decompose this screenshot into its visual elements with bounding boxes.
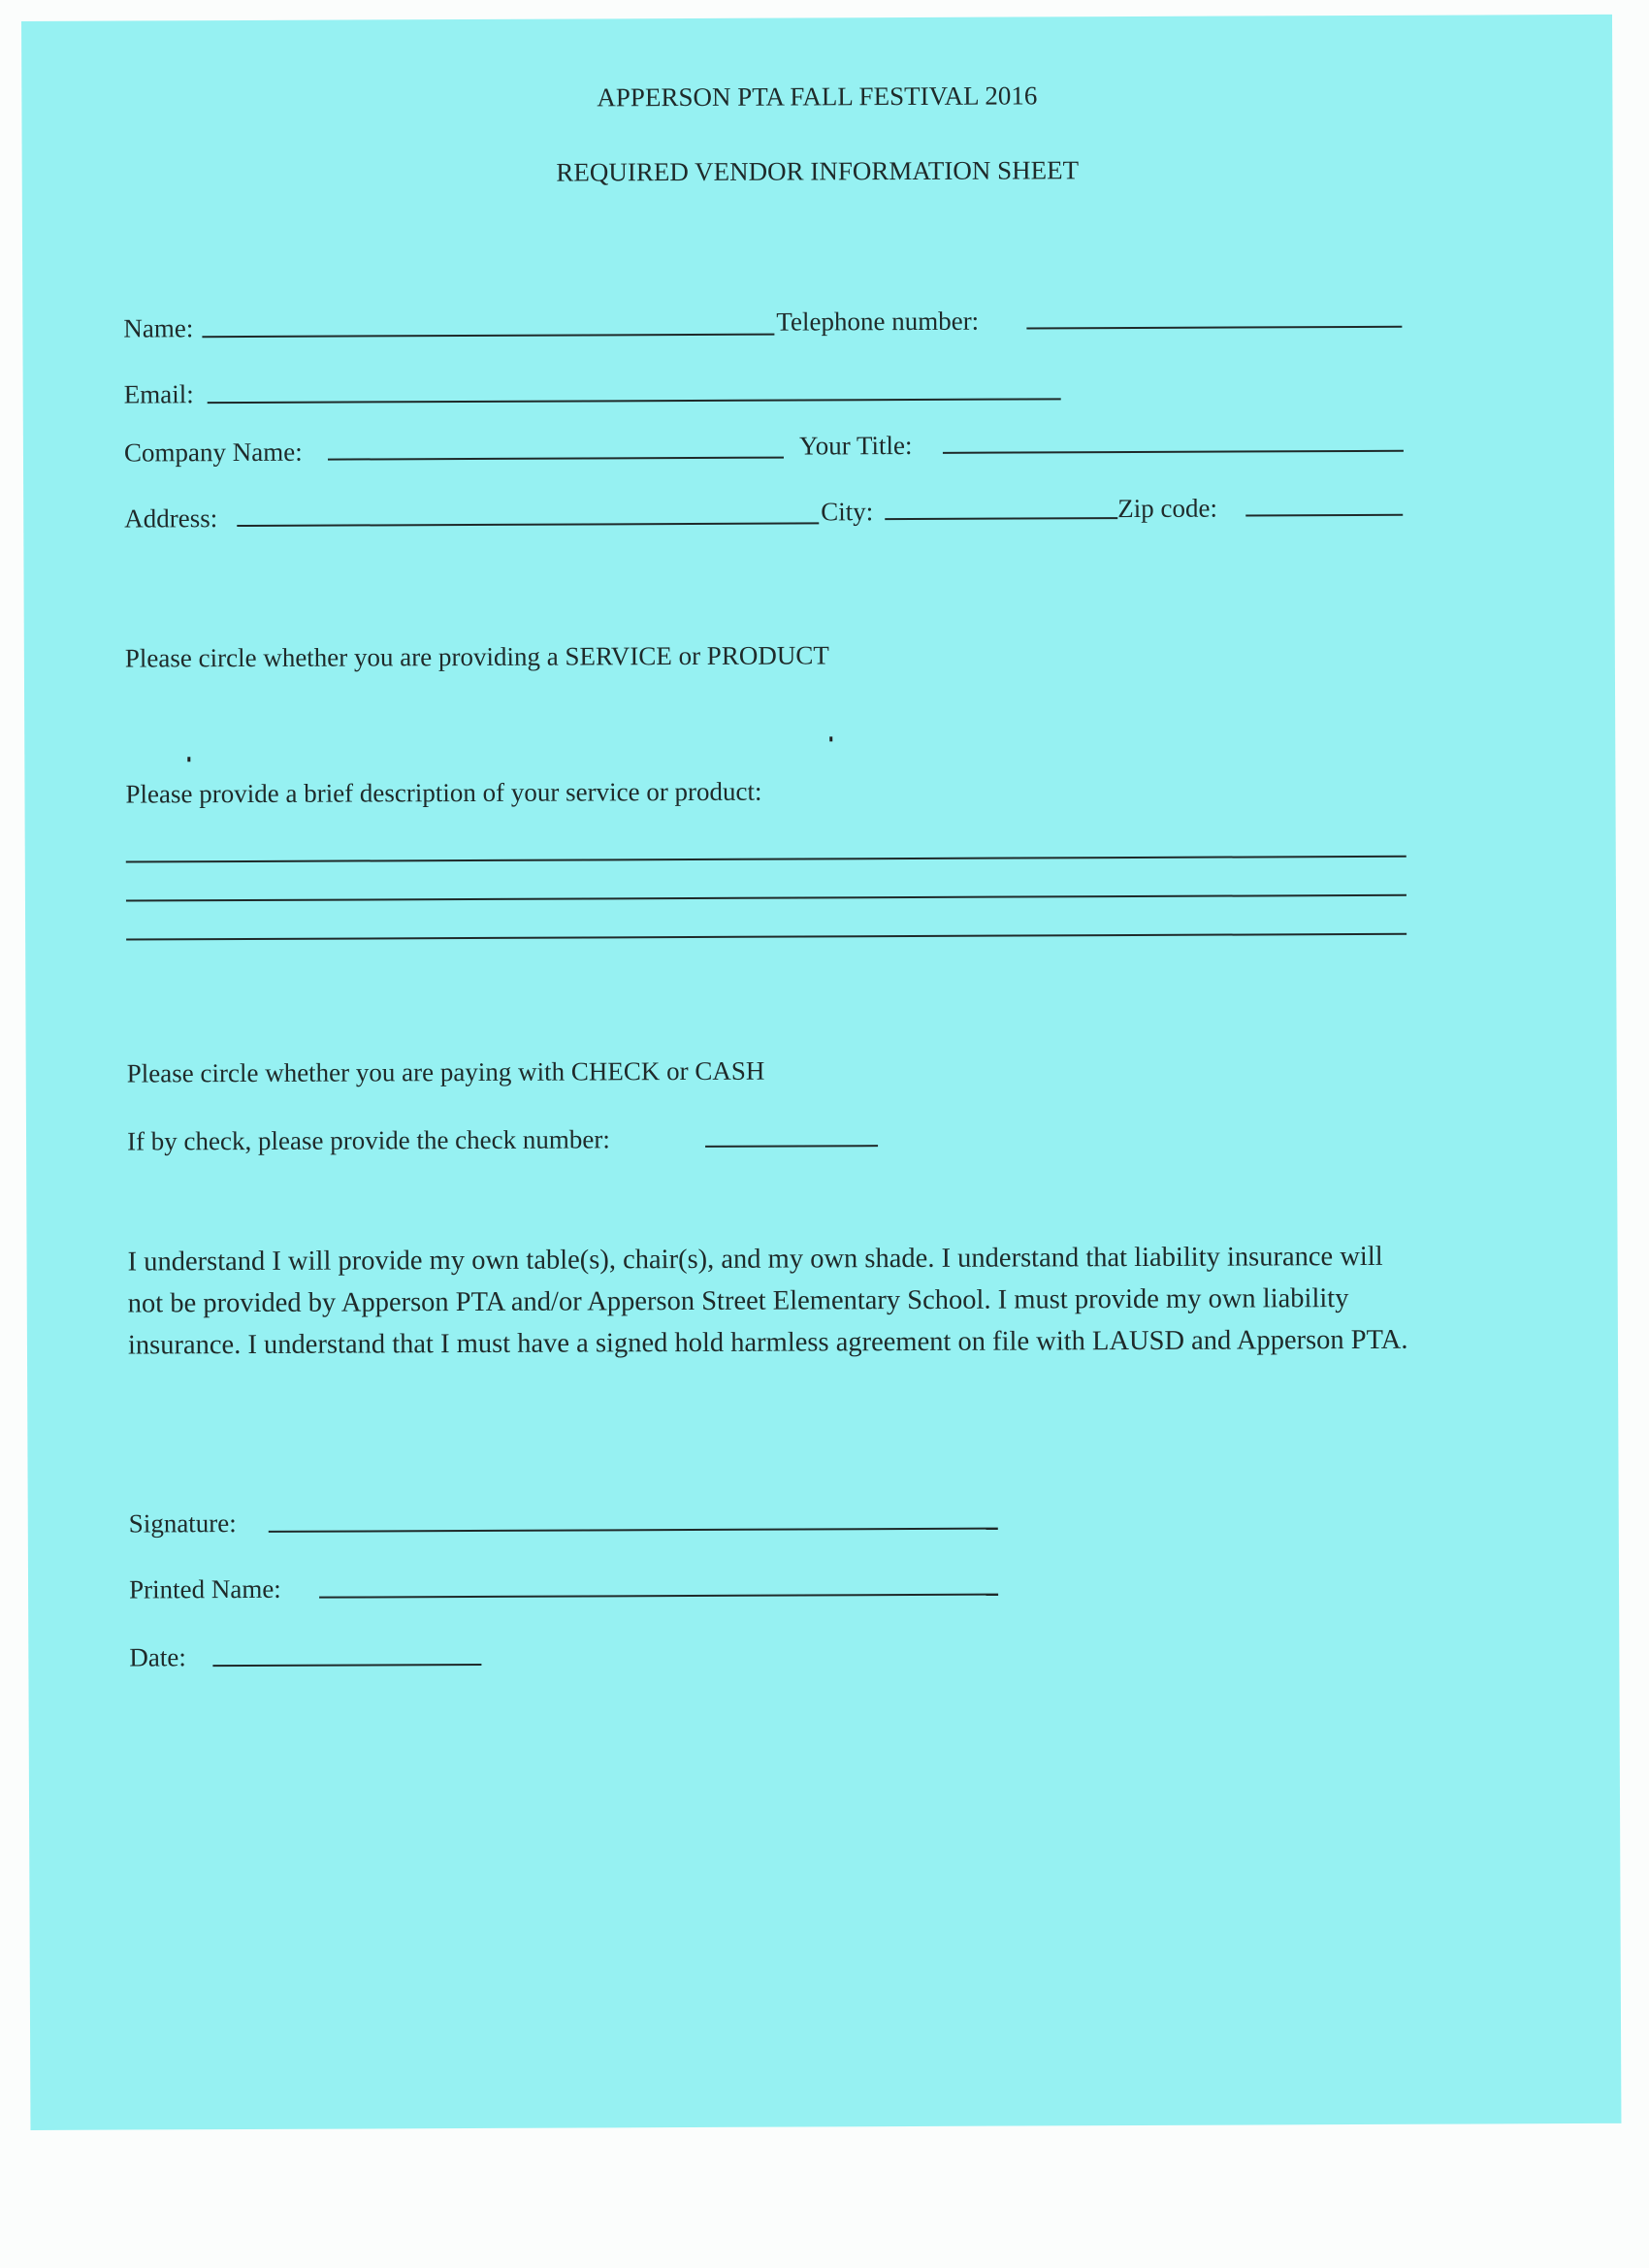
form-title: APPERSON PTA FALL FESTIVAL 2016 bbox=[597, 81, 1038, 113]
printed-name-field[interactable] bbox=[319, 1594, 998, 1599]
telephone-field[interactable] bbox=[1026, 326, 1402, 330]
address-field[interactable] bbox=[237, 522, 819, 527]
stray-mark bbox=[829, 736, 832, 741]
telephone-label: Telephone number: bbox=[776, 306, 980, 337]
form-sheet bbox=[21, 15, 1621, 2130]
check-number-field[interactable] bbox=[705, 1145, 878, 1148]
liability-agreement-text: I understand I will provide my own table(s), chair(s), and my own shade. I understand that liability insurance will not be provided by Apperson PTA and/or Apperson Street Elementary School. I must provide my own liability insurance. I understand that I must have a signed hold harmless agreement on file with LAUSD and Apperson PTA. bbox=[127, 1241, 1408, 1361]
payment-prompt: Please circle whether you are paying with CHECK or CASH bbox=[126, 1055, 765, 1088]
address-label: Address: bbox=[124, 503, 218, 534]
service-product-prompt: Please circle whether you are providing a SERVICE or PRODUCT bbox=[124, 640, 829, 673]
company-name-field[interactable] bbox=[328, 457, 784, 461]
form-subtitle: REQUIRED VENDOR INFORMATION SHEET bbox=[556, 155, 1080, 187]
company-name-label: Company Name: bbox=[123, 437, 303, 468]
description-prompt: Please provide a brief description of your service or product: bbox=[125, 776, 762, 809]
date-field[interactable] bbox=[212, 1664, 481, 1667]
name-field[interactable] bbox=[202, 334, 774, 339]
zip-code-label: Zip code: bbox=[1117, 493, 1217, 524]
your-title-field[interactable] bbox=[943, 450, 1404, 454]
description-line-3[interactable] bbox=[126, 933, 1406, 941]
check-number-label: If by check, please provide the check number: bbox=[126, 1124, 610, 1156]
email-field[interactable] bbox=[208, 398, 1061, 404]
description-line-2[interactable] bbox=[126, 894, 1406, 902]
description-line-1[interactable] bbox=[126, 856, 1406, 863]
zip-code-field[interactable] bbox=[1245, 514, 1403, 517]
signature-field[interactable] bbox=[269, 1528, 998, 1533]
your-title-label: Your Title: bbox=[798, 430, 913, 461]
email-label: Email: bbox=[123, 379, 194, 409]
signature-label: Signature: bbox=[128, 1508, 237, 1539]
date-label: Date: bbox=[129, 1642, 186, 1672]
city-field[interactable] bbox=[885, 517, 1117, 520]
city-label: City: bbox=[821, 497, 874, 527]
printed-name-label: Printed Name: bbox=[128, 1573, 281, 1604]
name-label: Name: bbox=[123, 313, 194, 343]
stray-mark bbox=[187, 757, 190, 761]
